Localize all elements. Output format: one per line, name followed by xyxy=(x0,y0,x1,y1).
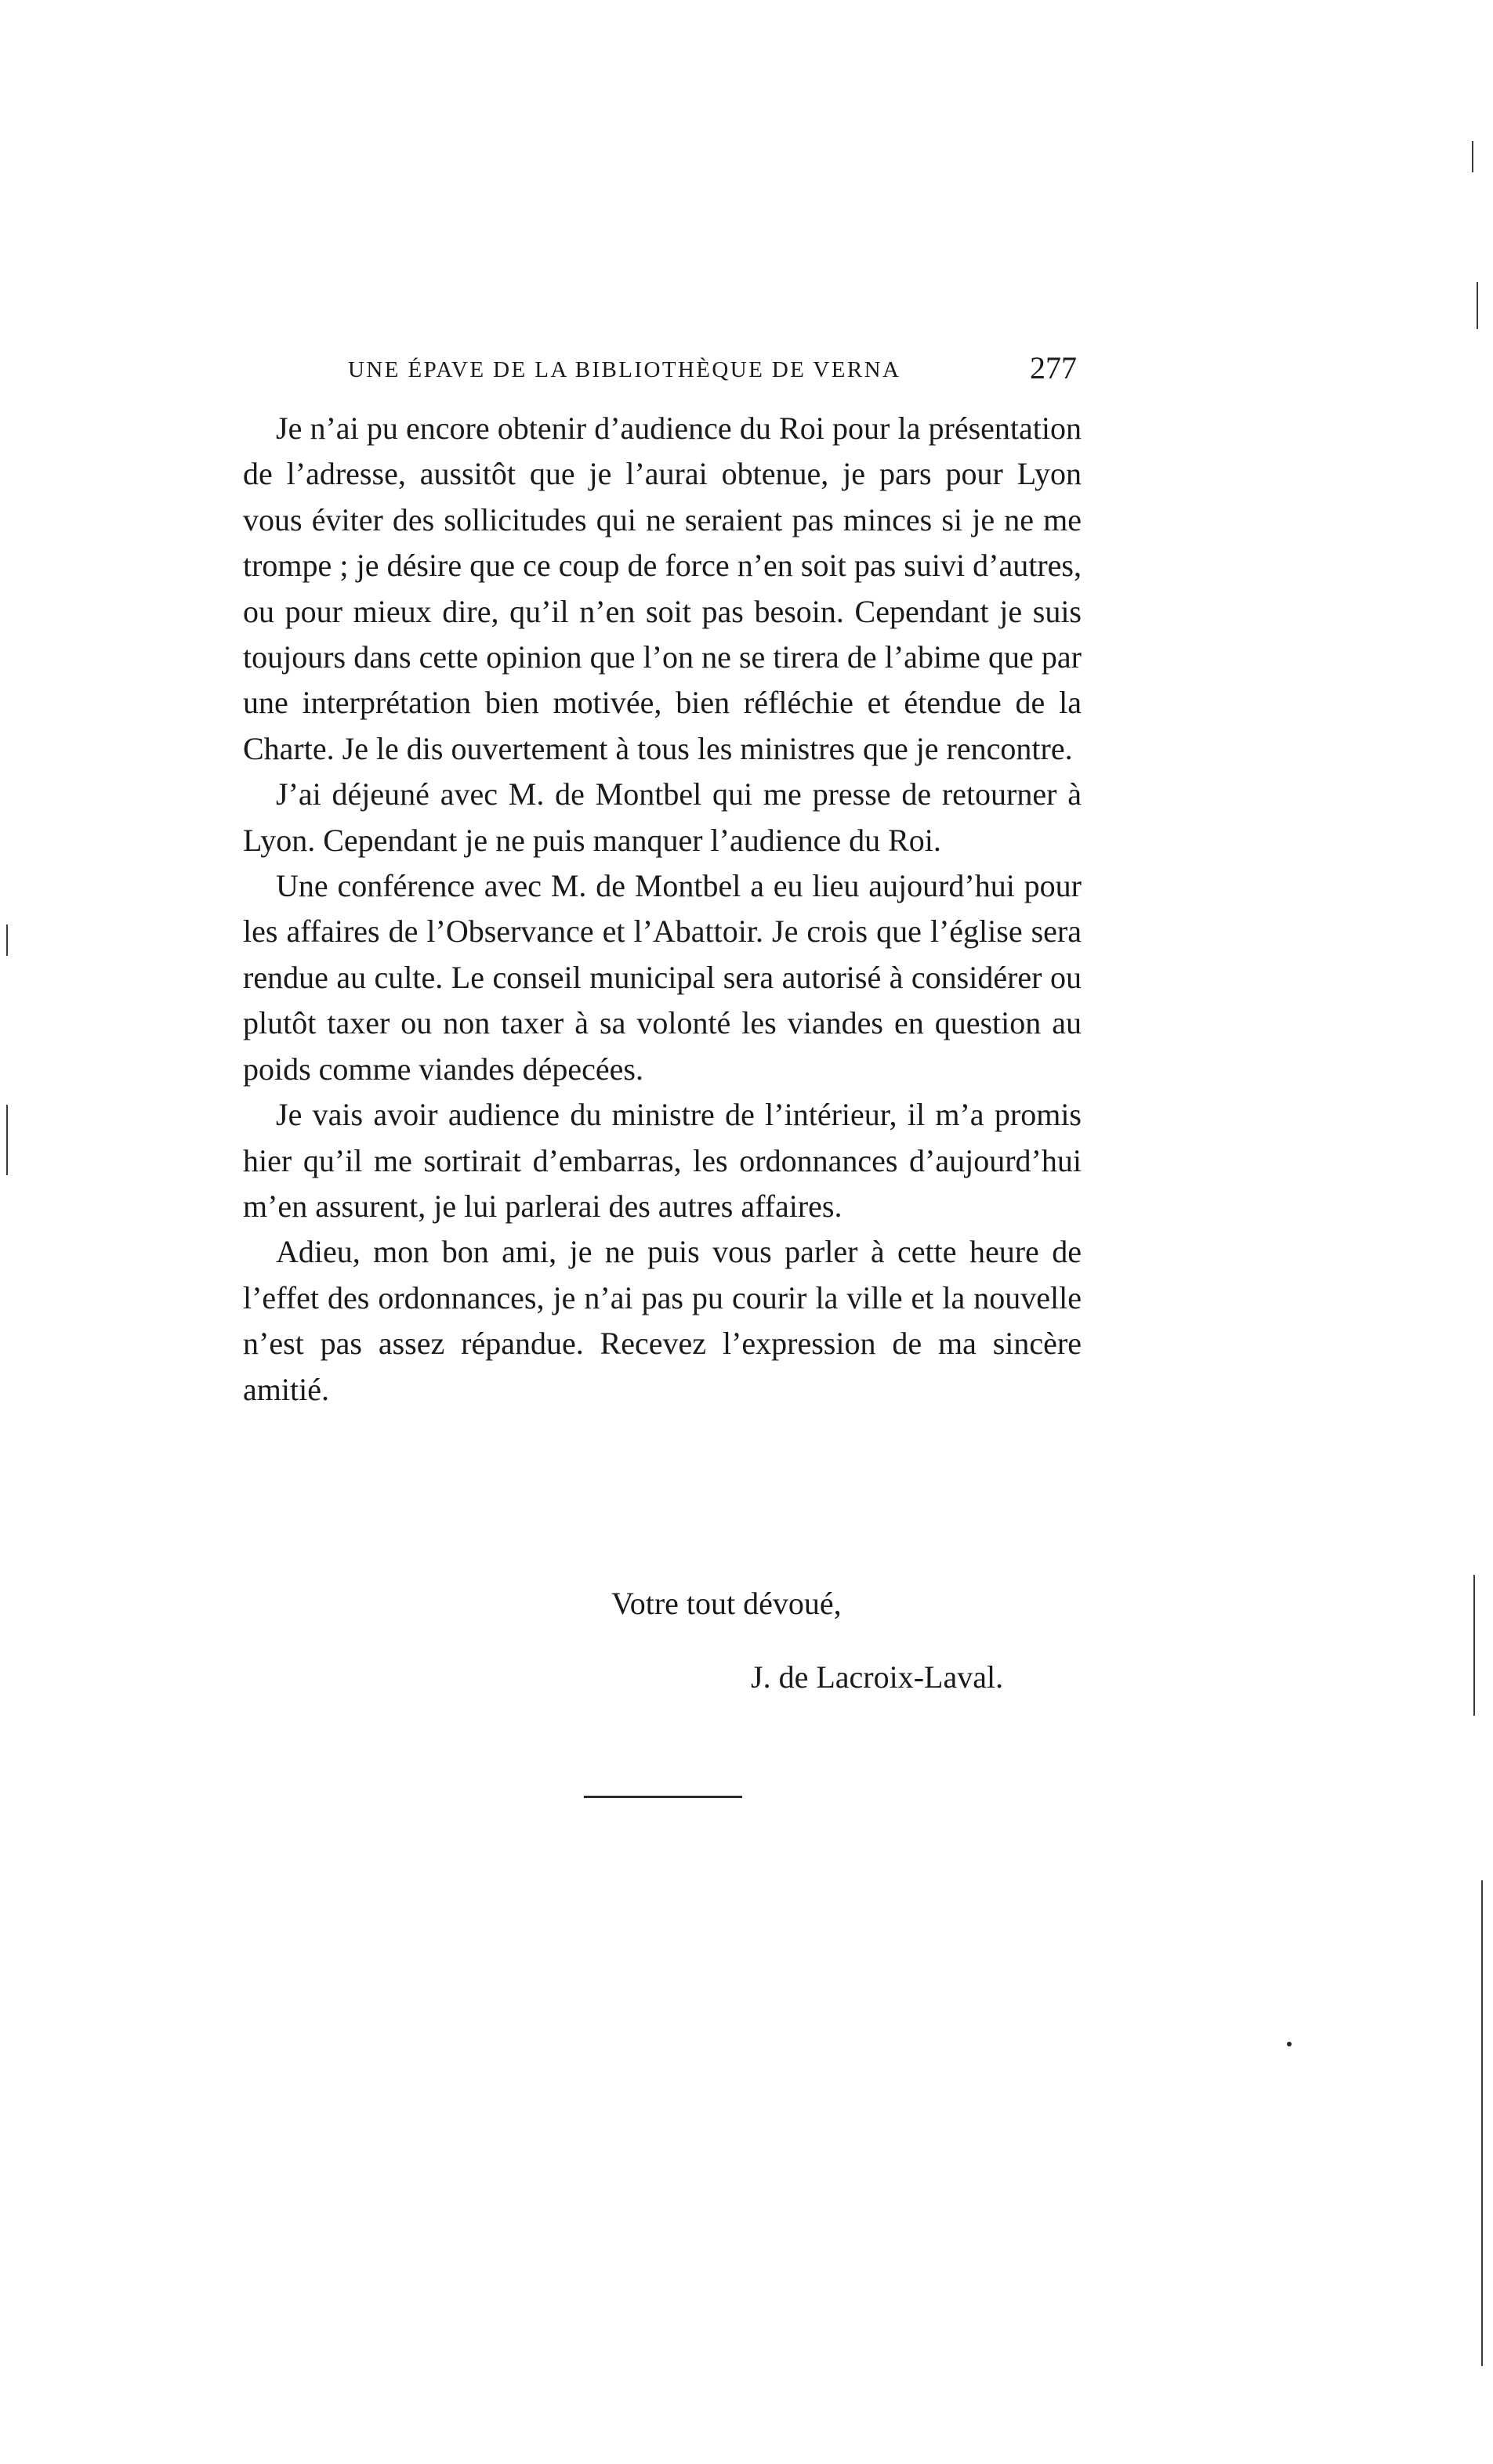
scan-edge-mark xyxy=(6,1105,8,1175)
scan-edge-mark xyxy=(6,924,8,956)
paragraph-5: Adieu, mon bon ami, je ne puis vous parler à cette heure de l’effet des ordonnances, je n’ai pas pu courir la ville et la nouvelle n’est pas assez répandue. Recevez l’expression de ma sincère amitié. xyxy=(243,1234,1082,1407)
paragraph-4: Je vais avoir audience du ministre de l’intérieur, il m’a promis hier qu’il me sortirait d’embarras, les ordonnances d’aujourd’hui m’en assurent, je lui parlerai des autres affaires. xyxy=(243,1097,1082,1224)
scan-edge-mark xyxy=(1481,1880,1483,2366)
end-rule xyxy=(584,1796,742,1798)
scan-edge-mark xyxy=(1472,141,1473,172)
page-number: 277 xyxy=(1030,350,1077,385)
paragraph-1: Je n’ai pu encore obtenir d’audience du Roi pour la présentation de l’adresse, aussitôt que je l’aurai obtenue, je pars pour Lyon vous éviter des sollicitudes qui ne seraient pas minces si je ne me trompe ; je désire que ce coup de force n’en soit pas suivi d’autres, ou pour mieux dire, qu’il n’en soit pas besoin. Cependant je suis toujours dans cette opinion que l’on ne se tirera de l’abime que par une interprétation bien motivée, bien réfléchie et étendue de la Charte. Je le dis ouvertement à tous les ministres que je rencontre. xyxy=(243,411,1082,766)
running-head xyxy=(348,349,1077,389)
scan-edge-mark xyxy=(1477,282,1478,329)
paragraph-2: J’ai déjeuné avec M. de Montbel qui me presse de retourner à Lyon. Cependant je ne puis manquer l’audience du Roi. xyxy=(243,776,1082,858)
closing-salutation: Votre tout dévoué, xyxy=(611,1586,842,1621)
scan-edge-mark xyxy=(1473,1575,1475,1716)
paragraph-3: Une conférence avec M. de Montbel a eu lieu aujourd’hui pour les affaires de l’Observance et l’Abattoir. Je crois que l’église sera rendue au culte. Le conseil municipal sera autorisé à considérer ou plutôt taxer ou non taxer à sa volonté les viandes en question au poids comme viandes dépecées. xyxy=(243,868,1082,1087)
ink-speck xyxy=(1287,2042,1292,2046)
letter-body xyxy=(243,406,1082,1413)
running-title: UNE ÉPAVE DE LA BIBLIOTHÈQUE DE VERNA xyxy=(348,357,901,382)
signature: J. de Lacroix-Laval. xyxy=(751,1659,1004,1695)
